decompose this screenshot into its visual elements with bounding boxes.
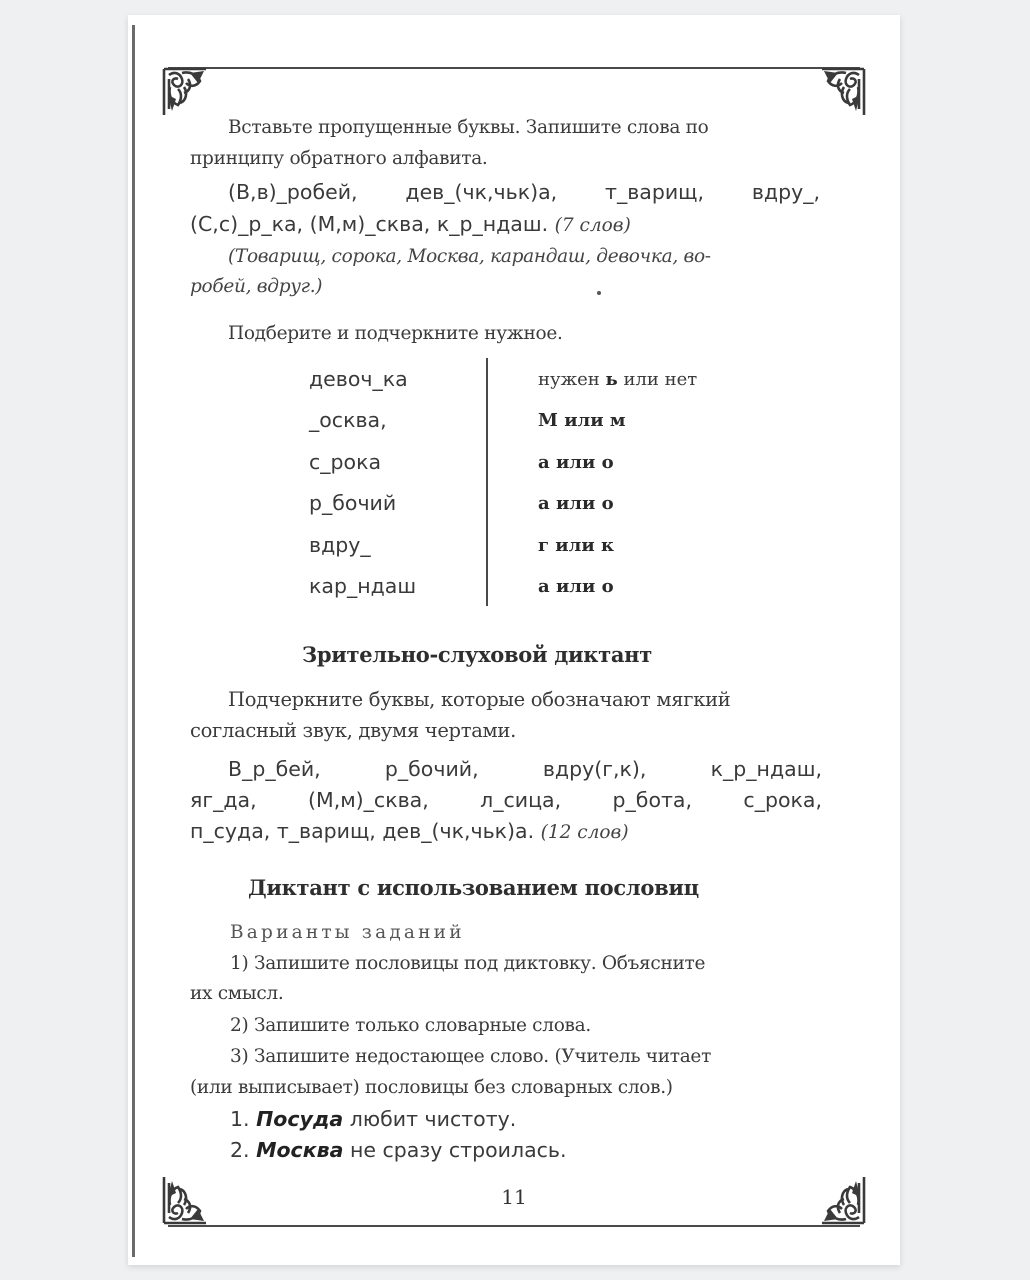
- instruction-text: Подберите и подчеркните нужное.: [228, 323, 563, 344]
- task-text: 3) Запишите недостающее слово. (Учитель читает: [230, 1046, 712, 1067]
- task-text: 1) Запишите пословицы под диктовку. Объясните: [230, 953, 706, 974]
- proverb-text: не сразу строилась.: [343, 1138, 567, 1162]
- table-word: кар_ндаш: [309, 574, 417, 598]
- stray-dot: [597, 291, 601, 295]
- dictation-word: яг_да,: [190, 788, 257, 812]
- hint-text: или: [549, 535, 601, 556]
- dictation-line: [190, 819, 629, 843]
- page-number: 11: [501, 1185, 527, 1209]
- subheading: Варианты заданий: [230, 922, 465, 943]
- dictation-word: л_сица,: [480, 788, 562, 812]
- table-hint: [538, 493, 614, 514]
- word-count-note: (12 слов): [540, 822, 629, 843]
- exercise-word: т_варищ,: [605, 180, 704, 204]
- table-divider: [486, 358, 488, 606]
- dictation-word: с_рока,: [743, 788, 822, 812]
- hint-letter: о: [601, 452, 614, 473]
- corner-ornament-icon: [820, 65, 868, 117]
- hint-letter: а: [538, 493, 550, 514]
- exercise-words: (С,с)_р_ка, (М,м)_сква, к_р_ндаш.: [190, 212, 555, 236]
- hint-text: или: [549, 576, 602, 597]
- frame-bottom-line: [168, 1225, 860, 1227]
- hint-letter: М: [538, 410, 558, 431]
- proverb-number: 2.: [230, 1138, 257, 1162]
- hint-letter: м: [609, 410, 626, 431]
- hint-text: или: [549, 493, 602, 514]
- frame-top-line: [168, 67, 860, 69]
- proverb-number: 1.: [230, 1107, 257, 1131]
- proverb-keyword: Посуда: [256, 1107, 344, 1131]
- hint-letter: ь: [605, 369, 618, 390]
- table-word: вдру_: [309, 533, 371, 557]
- word-count-note: (7 слов): [554, 215, 631, 236]
- proverb-keyword: Москва: [256, 1138, 344, 1162]
- hint-letter: а: [538, 576, 550, 597]
- exercise-word: (В,в)_робей,: [228, 180, 358, 204]
- exercise-word: дев_(чк,чьк)а,: [405, 180, 558, 204]
- hint-text: или: [557, 410, 610, 431]
- dictation-word: В_р_бей,: [228, 757, 321, 781]
- section-heading: Диктант с использованием пословиц: [248, 875, 699, 900]
- dictation-line: [228, 757, 822, 781]
- task-text: их смысл.: [190, 983, 284, 1004]
- table-hint: [538, 369, 697, 390]
- table-hint: [538, 576, 614, 597]
- hint-letter: к: [600, 535, 614, 556]
- table-hint: [538, 535, 614, 556]
- exercise-word: вдру_,: [751, 180, 820, 204]
- hint-letter: о: [601, 576, 614, 597]
- hint-text: или: [549, 452, 602, 473]
- dictation-word: р_бота,: [612, 788, 693, 812]
- proverb-text: любит чистоту.: [343, 1107, 517, 1131]
- answer-text: (Товарищ, сорока, Москва, карандаш, девочка, во-: [228, 246, 711, 267]
- proverb: [230, 1138, 567, 1162]
- hint-letter: а: [538, 452, 550, 473]
- hint-text: нужен: [538, 369, 606, 390]
- binding-line: [132, 25, 135, 1257]
- task-text: 2) Запишите только словарные слова.: [230, 1015, 591, 1036]
- table-word: с_рока: [309, 450, 382, 474]
- task-text: (или выписывает) пословицы без словарных слов.): [190, 1077, 673, 1098]
- dictation-word: р_бочий,: [384, 757, 479, 781]
- dictation-word: вдру(г,к),: [542, 757, 647, 781]
- book-page: [128, 15, 900, 1265]
- exercise-line: [190, 212, 631, 236]
- table-hint: [538, 452, 614, 473]
- exercise-line: [228, 180, 820, 204]
- table-word: девоч_ка: [309, 367, 408, 391]
- instruction-text: Вставьте пропущенные буквы. Запишите слова по: [228, 117, 709, 138]
- proverb: [230, 1107, 516, 1131]
- table-word: _осква,: [309, 408, 387, 432]
- instruction-text: Подчеркните буквы, которые обозначают мягкий: [228, 688, 731, 711]
- instruction-text: принципу обратного алфавита.: [190, 148, 488, 169]
- answer-text: робей, вдруг.): [190, 276, 323, 297]
- dictation-word: к_р_ндаш,: [710, 757, 822, 781]
- instruction-text: согласный звук, двумя чертами.: [190, 719, 517, 742]
- table-word: р_бочий: [309, 491, 397, 515]
- dictation-word: (М,м)_сква,: [308, 788, 429, 812]
- hint-text: или нет: [617, 369, 698, 390]
- dictation-line: [190, 788, 822, 812]
- hint-letter: г: [538, 535, 550, 556]
- dictation-words: п_суда, т_варищ, дев_(чк,чьк)а.: [190, 819, 541, 843]
- table-hint: [538, 410, 626, 431]
- section-heading: Зрительно-слуховой диктант: [302, 642, 652, 667]
- hint-letter: о: [601, 493, 614, 514]
- corner-ornament-icon: [160, 65, 208, 117]
